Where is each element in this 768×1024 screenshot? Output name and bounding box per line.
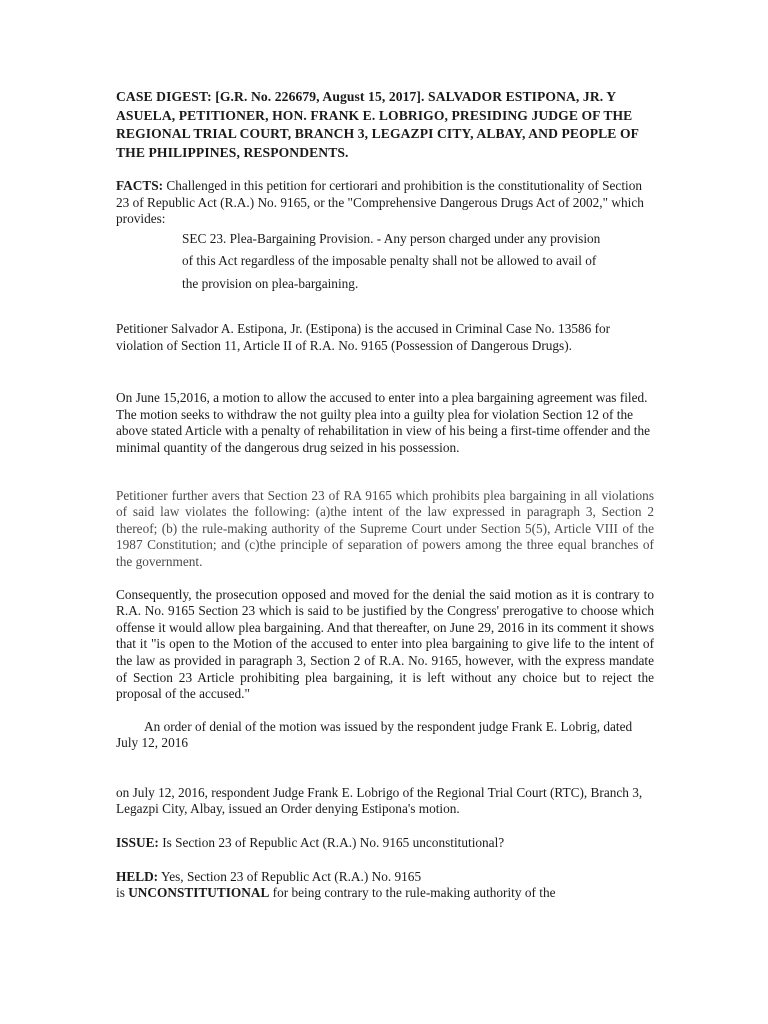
held-label: HELD: [116,868,159,884]
issue-paragraph [116,835,654,852]
held-unconstitutional: UNCONSTITUTIONAL [128,885,270,901]
facts-paragraph [116,178,654,228]
order-paragraph: on July 12, 2016, respondent Judge Frank E. Lobrigo of the Regional Trial Court (RTC), Branch 3, Legazpi City, Albay, issued an Order denying Estipona's motion. [116,784,643,817]
issue-text: Is Section 23 of Republic Act (R.A.) No. 9165 unconstitutional? [158,835,505,851]
avers-paragraph: Petitioner further avers that Section 23 of RA 9165 which prohibits plea bargaining in all violations of said law violates the following: (a)the intent of the law expressed in paragraph 3, Section 2 thereof; (b) the rule-making authority of the Supreme Court under Section 5(5), Article VIII of the 1987 Constitution; and (c)the principle of separation of powers among the three equal branches of the government. [116,487,654,569]
prosecution-paragraph: Consequently, the prosecution opposed and moved for the denial the said motion as it is contrary to R.A. No. 9165 Section 23 which is said to be justified by the Congress' prerogative to choose which offense it would allow plea bargaining. And that thereafter, on June 29, 2016 in its comment it shows that it "is open to the Motion of the accused to enter into plea bargaining to give life to the intent of the law as provided in paragraph 3, Section 2 of R.A. No. 9165, however, with the express mandate of Section 23 Article prohibiting plea bargaining, it is left without any choice but to reject the proposal of the accused." [116,586,654,702]
petitioner-paragraph: Petitioner Salvador A. Estipona, Jr. (Estipona) is the accused in Criminal Case No. 13586 for violation of Section 11, Article II of R.A. No. 9165 (Possession of Dangerous Drugs). [116,321,611,353]
held-text-suffix: for being contrary to the rule-making authority of the [269,885,556,901]
denial-paragraph: An order of denial of the motion was issued by the respondent judge Frank E. Lobrig, dated July 12, 2016 [116,718,633,751]
held-paragraph [116,869,654,902]
issue-label: ISSUE: [116,835,159,851]
facts-text: Challenged in this petition for certiorari and prohibition is the constitutionality of Section 23 of Republic Act (R.A.) No. 9165, or the "Comprehensive Dangerous Drugs Act of 2002," which provides: [116,178,644,227]
held-text-line1: Yes, Section 23 of Republic Act (R.A.) No. 9165 [158,868,422,884]
case-title: CASE DIGEST: [G.R. No. 226679, August 15, 2017]. SALVADOR ESTIPONA, JR. Y ASUELA, PETITIONER, HON. FRANK E. LOBRIGO, PRESIDING JUDGE OF THE REGIONAL TRIAL COURT, BRANCH 3, LEGAZPI CITY, ALBAY, AND PEOPLE OF THE PHILIPPINES, RESPONDENTS. [116,89,639,160]
held-text-prefix: is [116,885,129,901]
document-page [116,88,654,902]
motion-paragraph: On June 15,2016, a motion to allow the accused to enter into a plea bargaining agreement was filed. The motion seeks to withdraw the not guilty plea into a guilty plea for violation Section 12 of the above stated Article with a penalty of rehabilitation in view of his being a first-time offender and the minimal quantity of the dangerous drug seized in his possession. [116,390,651,455]
statute-quote: SEC 23. Plea-Bargaining Provision. - Any person charged under any provision of this Act regardless of the imposable penalty shall not be allowed to avail of the provision on plea-bargaining. [182,230,601,291]
facts-label: FACTS: [116,178,164,193]
